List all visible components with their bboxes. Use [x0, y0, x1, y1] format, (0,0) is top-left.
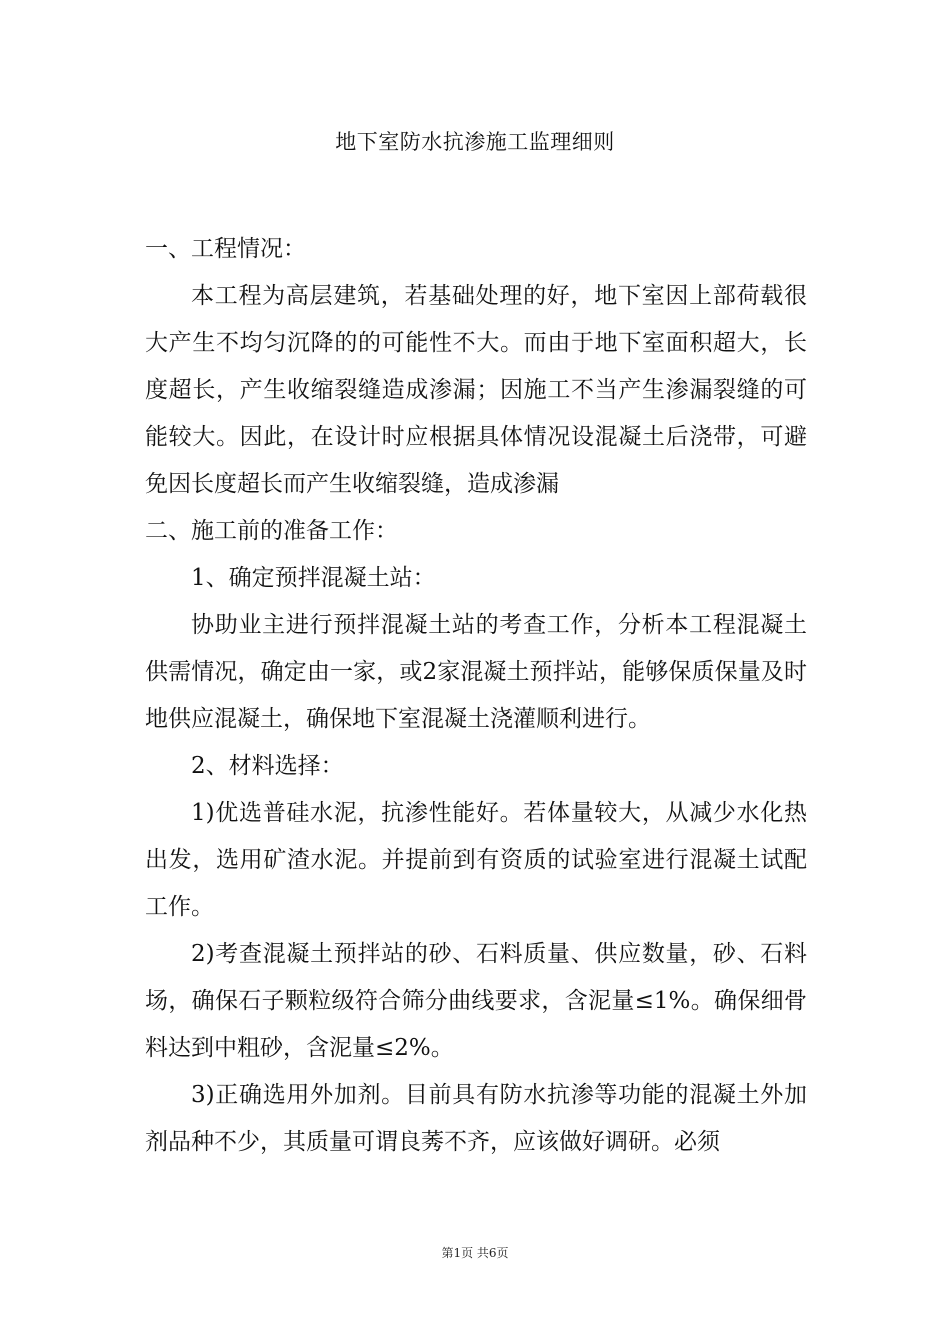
page-footer: 第1页 共6页 [441, 1246, 509, 1260]
section-heading-2: 二、施工前的准备工作： [145, 518, 398, 544]
section-heading-1: 一、工程情况： [145, 236, 306, 262]
document-body [145, 226, 807, 1166]
paragraph-cement: 1)优选普硅水泥，抗渗性能好。若体量较大，从减少水化热出发，选用矿渣水泥。并提前到有资质的试验室进行混凝土试配工作。 [145, 800, 807, 920]
subheading-material-selection: 2、材料选择： [191, 753, 344, 779]
subheading-concrete-station: 1、确定预拌混凝土站： [191, 565, 436, 591]
paragraph-aggregate: 2)考查混凝土预拌站的砂、石料质量、供应数量，砂、石料场，确保石子颗粒级符合筛分曲线要求，含泥量≤1%。确保细骨料达到中粗砂，含泥量≤2%。 [145, 941, 807, 1061]
paragraph-admixture: 3)正确选用外加剂。目前具有防水抗渗等功能的混凝土外加剂品种不少，其质量可谓良莠不齐，应该做好调研。必须 [145, 1082, 807, 1155]
document-title: 地下室防水抗渗施工监理细则 [335, 130, 615, 154]
paragraph-concrete-station: 协助业主进行预拌混凝土站的考查工作，分析本工程混凝土供需情况，确定由一家，或2家混凝土预拌站，能够保质保量及时地供应混凝土，确保地下室混凝土浇灌顺利进行。 [145, 612, 807, 732]
paragraph-project-overview: 本工程为高层建筑，若基础处理的好，地下室因上部荷载很大产生不均匀沉降的的可能性不大。而由于地下室面积超大，长度超长，产生收缩裂缝造成渗漏；因施工不当产生渗漏裂缝的可能较大。因此，在设计时应根据具体情况设混凝土后浇带，可避免因长度超长而产生收缩裂缝，造成渗漏 [145, 283, 807, 497]
